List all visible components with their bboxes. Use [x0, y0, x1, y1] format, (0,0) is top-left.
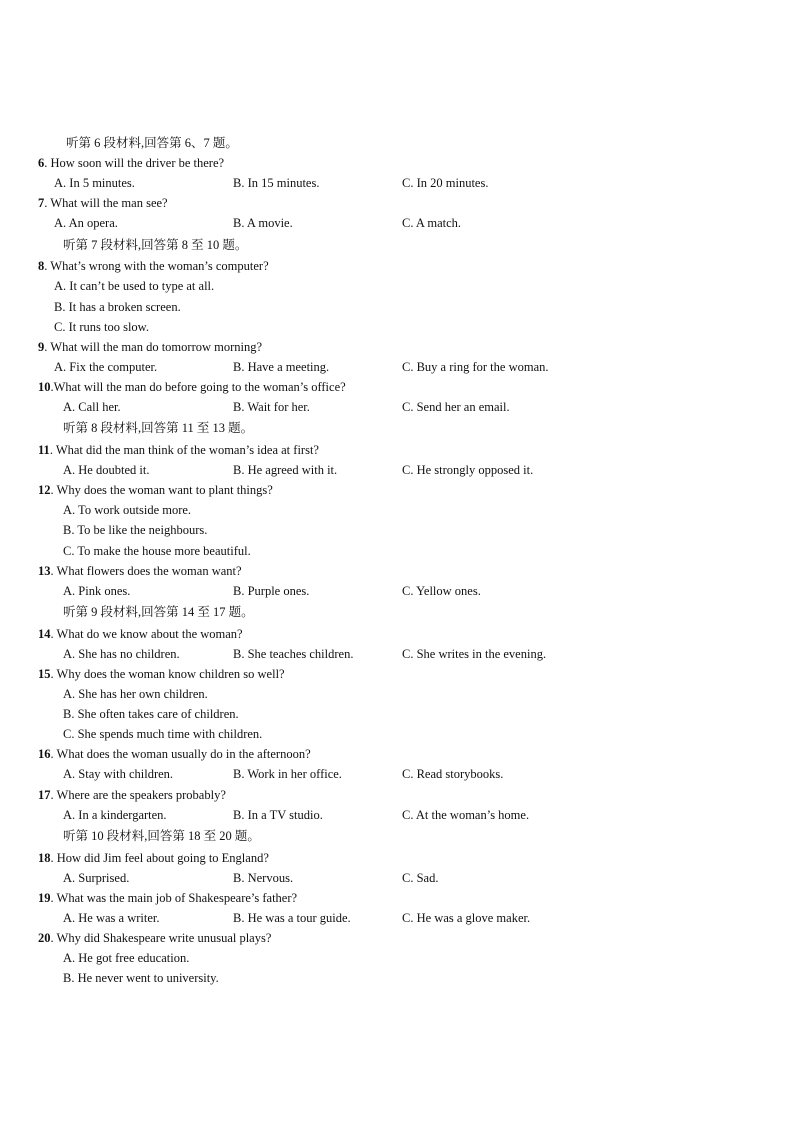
question-number: 13 [38, 564, 51, 578]
question-18 [38, 850, 269, 866]
question-number: 8 [38, 259, 45, 273]
question-number: 11 [38, 443, 50, 457]
question-15 [38, 666, 285, 682]
option-a: A. She has her own children. [63, 687, 208, 701]
question-text: . What does the woman usually do in the afternoon? [50, 747, 311, 761]
question-number: 6 [38, 156, 45, 170]
question-number: 19 [38, 891, 51, 905]
option-c: C. Sad. [402, 871, 439, 885]
question-7 [38, 195, 168, 211]
option-b: B. She often takes care of children. [63, 707, 239, 721]
option-b: B. Have a meeting. [233, 360, 330, 374]
option-c: C. Buy a ring for the woman. [402, 360, 549, 374]
option-a: A. In a kindergarten. [63, 808, 167, 822]
question-8 [38, 258, 269, 274]
question-text: . What did the man think of the woman’s idea at first? [49, 443, 319, 457]
option-b: B. In a TV studio. [233, 808, 323, 822]
option-b: B. Work in her office. [233, 767, 342, 781]
option-a: A. He was a writer. [63, 911, 160, 925]
question-text: . Why did Shakespeare write unusual plays? [50, 931, 272, 945]
option-a: A. Call her. [63, 400, 121, 414]
question-10 [38, 379, 346, 395]
option-b: B. Nervous. [233, 871, 294, 885]
option-c: C. Send her an email. [402, 400, 510, 414]
question-number: 7 [38, 196, 45, 210]
question-17 [38, 787, 226, 803]
option-c: C. In 20 minutes. [402, 176, 489, 190]
question-number: 17 [38, 788, 51, 802]
section-header: 听第 8 段材料,回答第 11 至 13 题。 [63, 421, 254, 435]
option-a: A. Pink ones. [63, 584, 131, 598]
option-a: A. She has no children. [63, 647, 180, 661]
question-text: . What was the main job of Shakespeare’s father? [50, 891, 298, 905]
option-c: C. She spends much time with children. [63, 727, 263, 741]
option-b: B. To be like the neighbours. [63, 523, 208, 537]
question-16 [38, 746, 311, 762]
option-a: A. Fix the computer. [54, 360, 158, 374]
question-text: . Why does the woman want to plant things? [50, 483, 273, 497]
question-6 [38, 155, 224, 171]
question-text: . Why does the woman know children so well? [50, 667, 285, 681]
option-c: C. It runs too slow. [54, 320, 150, 334]
option-a: A. Stay with children. [63, 767, 174, 781]
option-b: B. It has a broken screen. [54, 300, 181, 314]
question-text: . Where are the speakers probably? [50, 788, 226, 802]
option-a: A. He doubted it. [63, 463, 150, 477]
option-b: B. A movie. [233, 216, 293, 230]
question-19 [38, 890, 297, 906]
question-text: . What flowers does the woman want? [50, 564, 242, 578]
question-12 [38, 482, 273, 498]
question-number: 18 [38, 851, 51, 865]
question-20 [38, 930, 271, 946]
question-13 [38, 563, 242, 579]
option-c: C. To make the house more beautiful. [63, 544, 251, 558]
option-a: A. Surprised. [63, 871, 130, 885]
question-text: .What will the man do before going to the woman’s office? [50, 380, 346, 394]
question-number: 15 [38, 667, 51, 681]
option-c: C. He strongly opposed it. [402, 463, 534, 477]
question-number: 20 [38, 931, 51, 945]
option-c: C. He was a glove maker. [402, 911, 531, 925]
question-text: . How soon will the driver be there? [44, 156, 225, 170]
option-a: A. To work outside more. [63, 503, 192, 517]
section-header: 听第 10 段材料,回答第 18 至 20 题。 [63, 829, 260, 843]
question-number: 9 [38, 340, 45, 354]
section-header: 听第 6 段材料,回答第 6、7 题。 [66, 136, 238, 150]
option-b: B. He never went to university. [63, 971, 219, 985]
question-text: . What will the man do tomorrow morning? [44, 340, 263, 354]
option-a: A. An opera. [54, 216, 118, 230]
question-11 [38, 442, 319, 458]
question-number: 12 [38, 483, 51, 497]
option-b: B. Wait for her. [233, 400, 310, 414]
option-b: B. Purple ones. [233, 584, 310, 598]
option-a: A. It can’t be used to type at all. [54, 279, 215, 293]
option-c: C. Yellow ones. [402, 584, 481, 598]
question-text: . What’s wrong with the woman’s computer? [44, 259, 269, 273]
section-header: 听第 7 段材料,回答第 8 至 10 题。 [63, 238, 248, 252]
question-number: 14 [38, 627, 51, 641]
question-text: . What do we know about the woman? [50, 627, 243, 641]
option-b: B. He agreed with it. [233, 463, 338, 477]
question-14 [38, 626, 243, 642]
option-b: B. He was a tour guide. [233, 911, 351, 925]
option-a: A. In 5 minutes. [54, 176, 135, 190]
option-c: C. Read storybooks. [402, 767, 504, 781]
option-c: C. A match. [402, 216, 462, 230]
question-text: . What will the man see? [44, 196, 168, 210]
question-number: 10 [38, 380, 51, 394]
option-a: A. He got free education. [63, 951, 190, 965]
question-text: . How did Jim feel about going to England? [50, 851, 269, 865]
option-b: B. In 15 minutes. [233, 176, 320, 190]
option-b: B. She teaches children. [233, 647, 354, 661]
question-9 [38, 339, 262, 355]
section-header: 听第 9 段材料,回答第 14 至 17 题。 [63, 605, 254, 619]
question-number: 16 [38, 747, 51, 761]
option-c: C. At the woman’s home. [402, 808, 530, 822]
option-c: C. She writes in the evening. [402, 647, 547, 661]
